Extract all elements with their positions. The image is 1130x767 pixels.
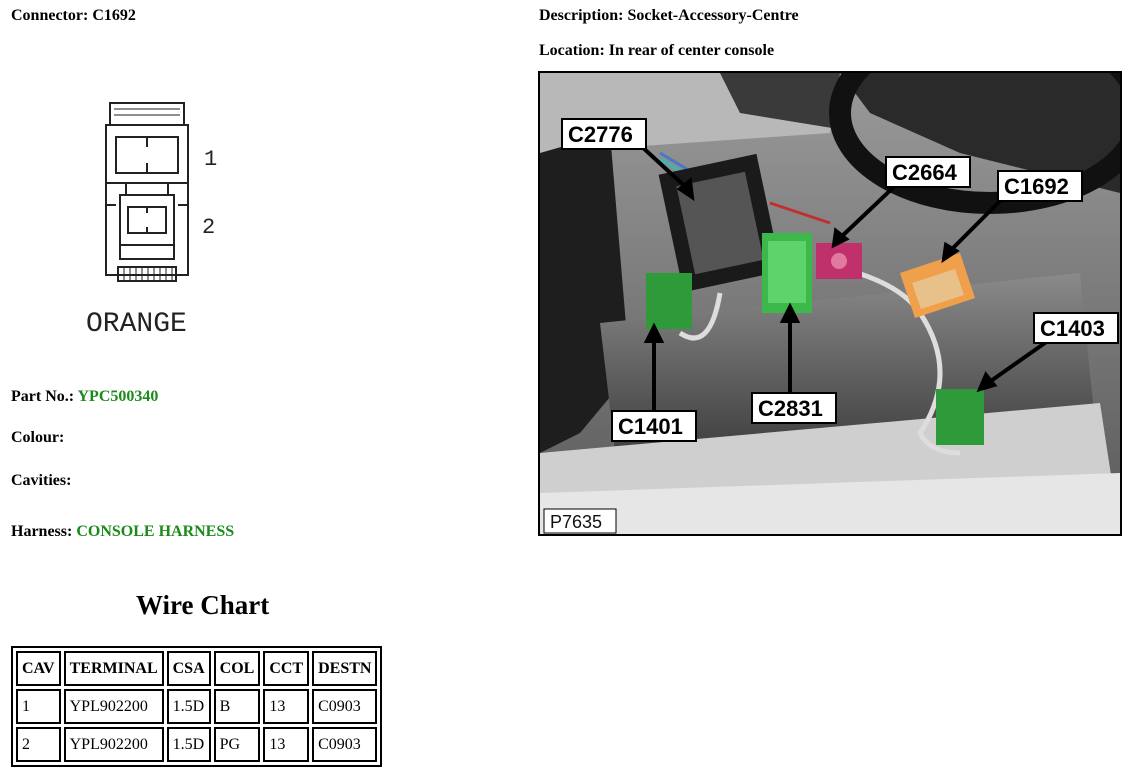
header-terminal: TERMINAL [64,651,164,686]
cell-cav: 2 [16,727,61,762]
callout-c2664: C2664 [892,160,957,185]
callout-c1401: C1401 [618,414,683,439]
harness-row [11,523,234,541]
callout-c1692: C1692 [1004,174,1069,199]
cavities-row [11,472,71,490]
colour-label: Colour: [11,429,65,446]
location-value: In rear of center console [608,42,775,59]
table-header-row [16,651,377,686]
header-col: COL [214,651,261,686]
part-no-link[interactable]: YPC500340 [77,388,159,405]
connector-label: Connector: [11,7,89,24]
wire-chart-table [11,646,382,767]
cell-cav: 1 [16,689,61,724]
description-label: Description: [539,7,624,24]
location-row [539,42,774,60]
cell-col: B [214,689,261,724]
header-cav: CAV [16,651,61,686]
harness-link[interactable]: CONSOLE HARNESS [76,523,235,540]
description-row [539,7,799,25]
colour-row [11,429,64,447]
pin-label-1: 1 [204,147,218,172]
harness-label: Harness: [11,523,73,540]
wire-chart-title: Wire Chart [136,590,270,620]
callout-c2831: C2831 [758,396,823,421]
cell-destn: C0903 [312,689,377,724]
cell-cct: 13 [263,727,309,762]
cell-col: PG [214,727,261,762]
description-value: Socket-Accessory-Centre [627,7,799,24]
part-no-label: Part No.: [11,388,75,405]
location-photo-illustration [540,73,1120,534]
cell-destn: C0903 [312,727,377,762]
cell-csa: 1.5D [167,727,211,762]
table-row [16,689,377,724]
header-cct: CCT [263,651,309,686]
cell-terminal: YPL902200 [64,727,164,762]
connector-heading [11,7,136,25]
part-no-row [11,388,158,406]
connector-colour-text: ORANGE [86,309,187,340]
figure-ref: P7635 [550,512,603,532]
callout-c1403: C1403 [1040,316,1105,341]
cell-terminal: YPL902200 [64,689,164,724]
header-destn: DESTN [312,651,377,686]
table-row [16,727,377,762]
pin-label-2: 2 [202,215,216,240]
location-label: Location: [539,42,605,59]
callout-c2776: C2776 [568,122,633,147]
connector-value: C1692 [92,7,136,24]
connector-diagram [80,95,240,345]
header-csa: CSA [167,651,211,686]
location-photo [538,71,1122,536]
cell-csa: 1.5D [167,689,211,724]
cell-cct: 13 [263,689,309,724]
cavities-label: Cavities: [11,472,72,489]
